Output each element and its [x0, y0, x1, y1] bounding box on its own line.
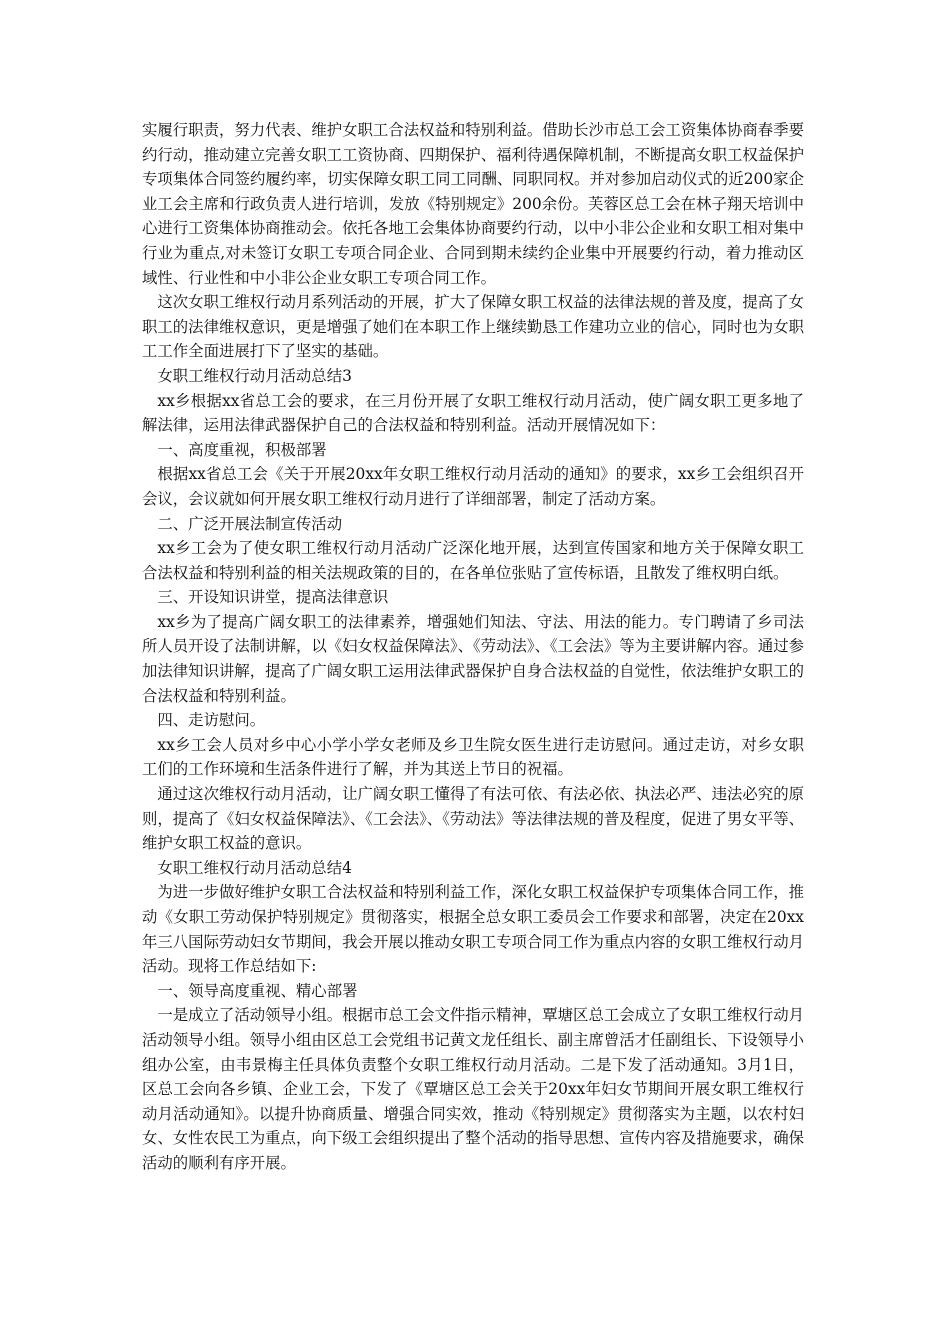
section-heading: 女职工维权行动月活动总结3 [157, 366, 352, 385]
paragraph: 这次女职工维权行动月系列活动的开展，扩大了保障女职工权益的法律法规的普及度，提高了女职工的法律维权意识，更是增强了她们在本职工作上继续勤恳工作建功立业的信心，同时也为女职工工作全面进展打下了坚实的基础。 [142, 293, 804, 361]
section-heading: 一、领导高度重视、精心部署 [157, 981, 358, 1000]
section-heading: 一、高度重视，积极部署 [157, 440, 327, 459]
section-heading: 二、广泛开展法制宣传活动 [157, 514, 343, 533]
paragraph: xx乡根据xx省总工会的要求，在三月份开展了女职工维权行动月活动，使广阔女职工更多地了解法律，运用法律武器保护自己的合法权益和特别利益。活动开展情况如下： [142, 391, 804, 435]
paragraph: xx乡为了提高广阔女职工的法律素养，增强她们知法、守法、用法的能力。专门聘请了乡司法所人员开设了法制讲解，以《妇女权益保障法》、《劳动法》、《工会法》等为主要讲解内容。通过参加法律知识讲解，提高了广阔女职工运用法律武器保护自身合法权益的自觉性，依法维护女职工的合法权益和特别利益。 [142, 612, 804, 705]
document-page [142, 118, 804, 1176]
section-heading: 女职工维权行动月活动总结4 [157, 858, 352, 877]
paragraph: 一是成立了活动领导小组。根据市总工会文件指示精神，覃塘区总工会成立了女职工维权行动月活动领导小组。领导小组由区总工会党组书记黄文龙任组长、副主席曾活才任副组长、下设领导小组办公室，由韦景梅主任具体负责整个女职工维权行动月活动。二是下发了活动通知。3月1日，区总工会向各乡镇、企业工会，下发了《覃塘区总工会关于20xx年妇女节期间开展女职工维权行动月活动通知》。以提升协商质量、增强合同实效，推动《特别规定》贯彻落实为主题，以农村妇女、女性农民工为重点，向下级工会组织提出了整个活动的指导思想、宣传内容及措施要求，确保活动的顺利有序开展。 [142, 1006, 804, 1172]
paragraph: 通过这次维权行动月活动，让广阔女职工懂得了有法可依、有法必依、执法必严、违法必究的原则，提高了《妇女权益保障法》、《工会法》、《劳动法》等法律法规的普及程度，促进了男女平等、维护女职工权益的意识。 [142, 785, 804, 853]
section-heading: 四、走访慰问。 [157, 711, 266, 730]
paragraph: 根据xx省总工会《关于开展20xx年女职工维权行动月活动的通知》的要求，xx乡工会组织召开会议，会议就如何开展女职工维权行动月进行了详细部署，制定了活动方案。 [142, 465, 804, 508]
paragraph: xx乡工会人员对乡中心小学小学女老师及乡卫生院女医生进行走访慰问。通过走访，对乡女职工们的工作环境和生活条件进行了解，并为其送上节日的祝福。 [142, 735, 804, 779]
paragraph: 实履行职责，努力代表、维护女职工合法权益和特别利益。借助长沙市总工会工资集体协商春季要约行动，推动建立完善女职工工资协商、四期保护、福利待遇保障机制，不断提高女职工权益保护专项集体合同签约履约率，切实保障女职工同工同酬、同职同权。并对参加启动仪式的近200家企业工会主席和行政负责人进行培训，发放《特别规定》200余份。芙蓉区总工会在林子翔天培训中心进行工资集体协商推动会。依托各地工会集体协商要约行动，以中小非公企业和女职工相对集中行业为重点,对未签订女职工专项合同企业、合同到期未续约企业集中开展要约行动，着力推动区域性、行业性和中小非公企业女职工专项合同工作。 [142, 121, 804, 287]
paragraph: 为进一步做好维护女职工合法权益和特别利益工作，深化女职工权益保护专项集体合同工作，推动《女职工劳动保护特别规定》贯彻落实，根据全总女职工委员会工作要求和部署，决定在20xx年三八国际劳动妇女节期间，我会开展以推动女职工专项合同工作为重点内容的女职工维权行动月活动。现将工作总结如下: [142, 883, 804, 976]
section-heading: 三、开设知识讲堂，提高法律意识 [157, 588, 389, 607]
paragraph: xx乡工会为了使女职工维权行动月活动广泛深化地开展，达到宣传国家和地方关于保障女职工合法权益和特别利益的相关法规政策的目的，在各单位张贴了宣传标语，且散发了维权明白纸。 [142, 539, 804, 582]
